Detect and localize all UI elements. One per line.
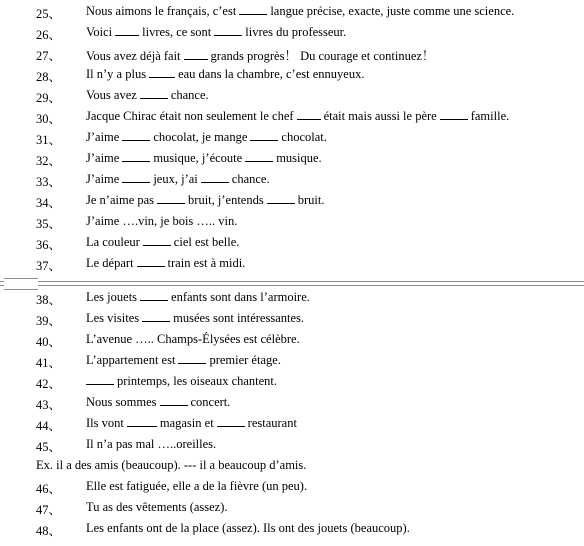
sentence xyxy=(86,395,230,410)
blank xyxy=(250,130,278,141)
sentence xyxy=(86,416,297,431)
example-line xyxy=(0,456,584,477)
item-number: 42、 xyxy=(36,377,62,391)
sentence-part: Je n’aime pas xyxy=(86,193,155,207)
exercise-line-30 xyxy=(0,107,584,128)
blank xyxy=(178,353,206,364)
sentence-part: restaurant xyxy=(247,416,297,430)
sentence-part: musique, j’écoute xyxy=(153,151,243,165)
exercise-line-29 xyxy=(0,86,584,107)
item-number: 34、 xyxy=(36,196,62,210)
exercise-line-41 xyxy=(0,351,584,372)
sentence xyxy=(86,130,327,145)
blank xyxy=(122,151,150,162)
sentence-part: musique. xyxy=(276,151,322,165)
sentence-part: bruit. xyxy=(297,193,325,207)
blank xyxy=(149,67,175,78)
item-number: 47、 xyxy=(36,503,62,517)
blank xyxy=(143,235,171,246)
sentence xyxy=(86,235,239,250)
sentence-part: Les jouets xyxy=(86,290,138,304)
blank xyxy=(160,395,188,406)
sentence xyxy=(86,109,509,124)
sentence-part: ciel est belle. xyxy=(173,235,240,249)
sentence-part: bruit, j’entends xyxy=(188,193,264,207)
sentence-part: enfants sont dans l’armoire. xyxy=(171,290,310,304)
sentence xyxy=(86,46,434,64)
exercise-line-31 xyxy=(0,128,584,149)
blank xyxy=(245,151,273,162)
item-number: 48、 xyxy=(36,524,62,538)
blank xyxy=(297,109,321,120)
sentence-part: musées sont intéressantes. xyxy=(173,311,305,325)
exercise-line-42 xyxy=(0,372,584,393)
sentence-part: Vous avez xyxy=(86,88,137,102)
blank xyxy=(142,311,170,322)
item-number: 46、 xyxy=(36,482,62,496)
sentence xyxy=(86,290,310,305)
exercise-line-27 xyxy=(0,44,584,65)
exercise-line-39 xyxy=(0,309,584,330)
exercise-line-40 xyxy=(0,330,584,351)
blank xyxy=(115,25,139,36)
sentence-part: train est à midi. xyxy=(167,256,246,270)
item-number: 38、 xyxy=(36,293,62,307)
sentence-part: grands progrès！ Du courage et continuez！ xyxy=(210,49,435,63)
sentence xyxy=(86,374,277,389)
sentence-part: concert. xyxy=(190,395,231,409)
sentence-part: eau dans la chambre, c’est ennuyeux. xyxy=(178,67,365,81)
sentence-part: chocolat, je mange xyxy=(153,130,248,144)
sentence xyxy=(86,193,324,208)
blank xyxy=(214,25,242,36)
sentence-part: Les visites xyxy=(86,311,140,325)
exercise-line-45 xyxy=(0,435,584,456)
sentence-part: jeux, j’ai xyxy=(153,172,198,186)
item-number: 28、 xyxy=(36,70,62,84)
sentence-part: Le départ xyxy=(86,256,134,270)
sentence-part: J’aime xyxy=(86,130,120,144)
item-number: 31、 xyxy=(36,133,62,147)
blank xyxy=(239,4,267,15)
sentence xyxy=(86,151,322,166)
item-number: 43、 xyxy=(36,398,62,412)
item-number: 30、 xyxy=(36,112,62,126)
exercise-line-43 xyxy=(0,393,584,414)
item-number: 45、 xyxy=(36,440,62,454)
sentence-part: Il n’a pas mal …..oreilles. xyxy=(86,437,217,451)
sentence-part: Nous aimons le français, c’est xyxy=(86,4,237,18)
sentence-part: L’appartement est xyxy=(86,353,176,367)
blank xyxy=(140,290,168,301)
item-number: 33、 xyxy=(36,175,62,189)
item-number: 29、 xyxy=(36,91,62,105)
exercise-line-37 xyxy=(0,254,584,275)
blank xyxy=(217,416,245,427)
exercise-line-47 xyxy=(0,498,584,519)
sentence xyxy=(86,172,270,187)
item-number: 25、 xyxy=(36,7,62,21)
blank xyxy=(122,172,150,183)
sentence xyxy=(86,311,304,326)
sentence xyxy=(86,214,237,229)
divider-line xyxy=(0,285,584,286)
exercise-line-25 xyxy=(0,2,584,23)
sentence-part: magasin et xyxy=(159,416,214,430)
item-number: 39、 xyxy=(36,314,62,328)
sentence-part: printemps, les oiseaux chantent. xyxy=(117,374,278,388)
sentence-part: livres, ce sont xyxy=(142,25,212,39)
item-number: 27、 xyxy=(36,49,62,63)
sentence xyxy=(86,332,300,347)
item-number: 36、 xyxy=(36,238,62,252)
page-break-divider xyxy=(0,281,584,287)
exercise-line-46 xyxy=(0,477,584,498)
exercise-line-38 xyxy=(0,288,584,309)
exercise-line-35 xyxy=(0,212,584,233)
sentence-part: La couleur xyxy=(86,235,140,249)
sentence xyxy=(86,437,216,452)
sentence-part: J’aime ….vin, je bois ….. vin. xyxy=(86,214,238,228)
sentence-part: Ils vont xyxy=(86,416,124,430)
sentence-part: Il n’y a plus xyxy=(86,67,147,81)
blank xyxy=(201,172,229,183)
sentence-part: Jacque Chirac était non seulement le chef xyxy=(86,109,294,123)
sentence: Tu as des vêtements (assez). xyxy=(86,500,228,514)
exercise-line-44 xyxy=(0,414,584,435)
exercise-line-33 xyxy=(0,170,584,191)
sentence xyxy=(86,25,346,40)
blank xyxy=(86,374,114,385)
exercise-line-36 xyxy=(0,233,584,254)
divider-line xyxy=(0,281,584,282)
sentence-part: L’avenue ….. Champs-Élysées est célèbre. xyxy=(86,332,300,346)
sentence-part: chocolat. xyxy=(281,130,327,144)
blank xyxy=(140,88,168,99)
blank xyxy=(440,109,468,120)
sentence-part: livres du professeur. xyxy=(245,25,347,39)
sentence xyxy=(86,256,245,271)
exercise-line-28 xyxy=(0,65,584,86)
sentence xyxy=(86,88,209,103)
sentence xyxy=(86,4,514,19)
sentence-part: premier étage. xyxy=(209,353,281,367)
item-number: 26、 xyxy=(36,28,62,42)
sentence xyxy=(86,67,364,82)
item-number: 35、 xyxy=(36,217,62,231)
sentence-part: chance. xyxy=(231,172,270,186)
exercise-line-48 xyxy=(0,519,584,540)
blank xyxy=(157,193,185,204)
exercise-line-32 xyxy=(0,149,584,170)
blank xyxy=(184,49,208,60)
item-number: 32、 xyxy=(36,154,62,168)
blank xyxy=(137,256,165,267)
exercise-line-26 xyxy=(0,23,584,44)
blank xyxy=(127,416,157,427)
blank xyxy=(122,130,150,141)
item-number: 41、 xyxy=(36,356,62,370)
sentence xyxy=(86,353,281,368)
sentence-part: Vous avez déjà fait xyxy=(86,49,181,63)
item-number: 44、 xyxy=(36,419,62,433)
sentence-part: famille. xyxy=(470,109,510,123)
sentence-part: Nous sommes xyxy=(86,395,157,409)
sentence-part: J’aime xyxy=(86,151,120,165)
sentence-part: était mais aussi le père xyxy=(323,109,437,123)
sentence: Elle est fatiguée, elle a de la fièvre (un peu). xyxy=(86,479,308,493)
sentence-part: Voici xyxy=(86,25,113,39)
sentence-part: J’aime xyxy=(86,172,120,186)
blank xyxy=(267,193,295,204)
item-number: 37、 xyxy=(36,259,62,273)
item-number: 40、 xyxy=(36,335,62,349)
exercise-line-34 xyxy=(0,191,584,212)
example-sentence: Ex. il a des amis (beaucoup). --- il a beaucoup d’amis. xyxy=(36,458,307,472)
sentence-part: langue précise, exacte, juste comme une science. xyxy=(270,4,515,18)
sentence: Les enfants ont de la place (assez). Ils ont des jouets (beaucoup). xyxy=(86,521,410,535)
sentence-part: chance. xyxy=(170,88,209,102)
